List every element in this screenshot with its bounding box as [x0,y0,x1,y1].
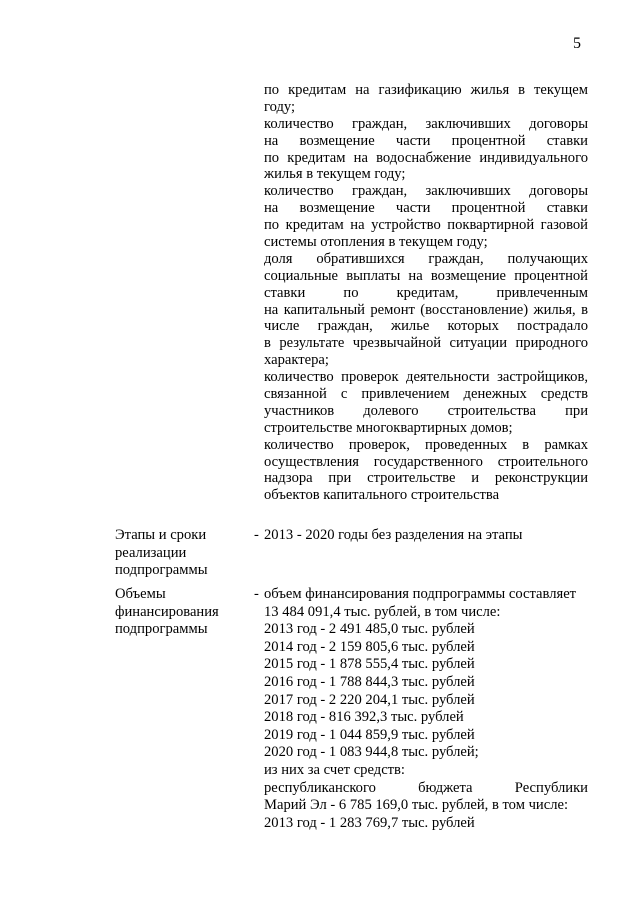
funding-label-line: подпрограммы [115,621,208,638]
indicators-continuation [264,82,588,504]
funding-line: 2014 год - 2 159 805,6 тыс. рублей [264,638,475,655]
stages-label-line: реализации [115,544,187,561]
stages-dash: - [254,527,259,543]
funding-dash: - [254,586,259,602]
funding-label [115,586,255,639]
indicator-line: по кредитам на водоснабжение индивидуального [264,149,588,166]
stages-value: 2013 - 2020 годы без разделения на этапы [264,527,523,543]
funding-line: 2016 год - 1 788 844,3 тыс. рублей [264,673,475,690]
funding-word: республиканского [264,779,376,796]
funding-value [264,586,588,832]
funding-line: 2018 год - 816 392,3 тыс. рублей [264,709,464,726]
funding-word: Республики [514,779,588,796]
page-number: 5 [573,35,581,52]
indicator-line: объектов капитального строительства [264,487,500,504]
indicator-line: характера; [264,352,329,369]
indicator-line: участников долевого строительства при [264,402,588,419]
indicator-line: связанной с привлечением денежных средств [264,386,588,403]
indicator-line: на капитальный ремонт (восстановление) жилья, в [264,301,588,318]
stages-label [115,527,255,580]
indicator-line: осуществления государственного строительного [264,453,588,470]
indicator-line: ставки по кредитам, привлеченным [264,284,588,301]
funding-line: 2013 год - 2 491 485,0 тыс. рублей [264,621,475,638]
indicator-line: количество проверок, проведенных в рамках [264,436,588,453]
funding-line: 2020 год - 1 083 944,8 тыс. рублей; [264,744,479,761]
indicator-line: количество проверок деятельности застройщиков, [264,369,588,386]
funding-line: 2013 год - 1 283 769,7 тыс. рублей [264,814,475,831]
funding-line: 2015 год - 1 878 555,4 тыс. рублей [264,656,475,673]
indicator-line: году; [264,98,296,115]
indicator-line: количество граждан, заключивших договоры [264,115,588,132]
indicator-line: строительстве многоквартирных домов; [264,419,513,436]
funding-line: Марий Эл - 6 785 169,0 тыс. рублей, в том числе: [264,797,569,814]
indicator-line: системы отопления в текущем году; [264,234,488,251]
stages-label-line: подпрограммы [115,562,208,579]
funding-label-line: Объемы [115,586,166,602]
indicator-line: количество граждан, заключивших договоры [264,183,588,200]
funding-line: 2019 год - 1 044 859,9 тыс. рублей [264,726,475,743]
funding-line: 2017 год - 2 220 204,1 тыс. рублей [264,691,475,708]
funding-line: объем финансирования подпрограммы составляет [264,586,577,602]
indicator-line: жилья в текущем году; [264,166,406,183]
indicator-line: на возмещение части процентной ставки [264,200,588,217]
indicator-line: по кредитам на газификацию жилья в текущем [264,82,588,98]
funding-label-line: финансирования [115,603,219,620]
indicator-line: доля обратившихся граждан, получающих [264,250,588,267]
funding-line: 13 484 091,4 тыс. рублей, в том числе: [264,603,501,620]
funding-line [264,780,588,798]
indicator-line: в результате чрезвычайной ситуации природного [264,335,588,352]
indicator-line: социальные выплаты на возмещение процентной [264,267,588,284]
indicator-line: числе граждан, жилье которых пострадало [264,318,588,335]
funding-word: бюджета [418,779,473,796]
funding-line: из них за счет средств: [264,761,405,778]
indicator-line: по кредитам на устройство поквартирной газовой [264,217,588,234]
indicator-line: надзора при строительстве и реконструкции [264,470,588,487]
indicator-line: на возмещение части процентной ставки [264,132,588,149]
stages-label-line: Этапы и сроки [115,527,207,543]
